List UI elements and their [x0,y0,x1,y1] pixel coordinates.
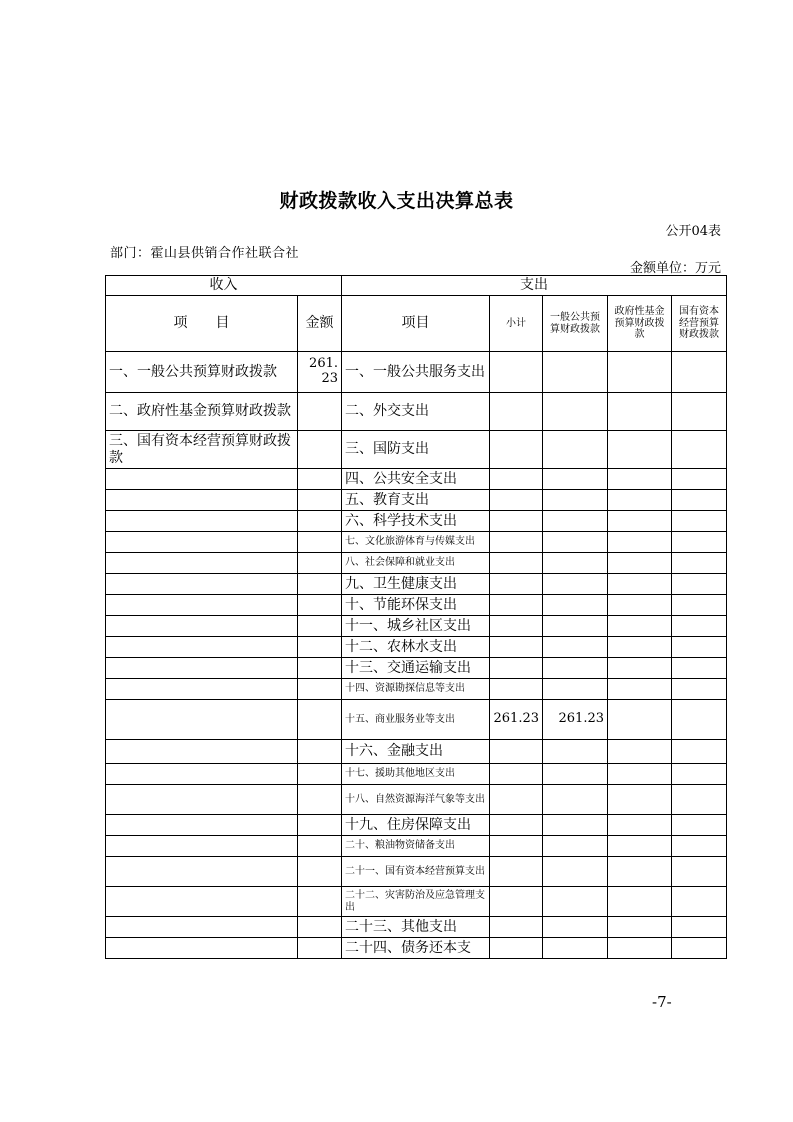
general-budget-cell [543,658,608,679]
expense-item-cell: 六、科学技术支出 [342,511,490,532]
general-budget-cell [543,393,608,431]
state-capital-cell [672,553,727,574]
general-budget-cell [543,469,608,490]
gov-fund-cell [608,532,672,553]
income-amount-cell [298,836,342,857]
expense-item-cell: 二十三、其他支出 [342,917,490,938]
gov-fund-cell [608,836,672,857]
table-row [106,616,727,637]
income-amount-cell [298,469,342,490]
table-row [106,490,727,511]
gov-fund-cell [608,857,672,887]
income-item-cell [106,469,298,490]
general-budget-header: 一般公共预算财政拨款 [543,296,608,352]
income-amount-cell [298,785,342,815]
state-capital-cell [672,595,727,616]
gov-fund-cell [608,938,672,959]
state-capital-cell [672,764,727,785]
income-amount-cell [298,815,342,836]
form-number: 公开04表 [665,224,721,239]
income-header: 收入 [106,276,342,296]
general-budget-cell [543,352,608,393]
income-item-cell [106,637,298,658]
income-amount-cell [298,679,342,700]
income-amount-cell [298,938,342,959]
expense-item-cell: 三、国防支出 [342,431,490,469]
state-capital-cell [672,658,727,679]
subtotal-cell [490,785,543,815]
gov-fund-cell [608,469,672,490]
subtotal-cell [490,616,543,637]
subtotal-cell [490,553,543,574]
gov-fund-cell [608,490,672,511]
state-capital-cell [672,836,727,857]
general-budget-cell: 261.23 [543,700,608,740]
gov-fund-cell [608,917,672,938]
expense-item-cell: 二十二、灾害防治及应急管理支出 [342,887,490,917]
general-budget-cell [543,679,608,700]
table-row [106,574,727,595]
expense-item-cell: 十、节能环保支出 [342,595,490,616]
table-row [106,815,727,836]
state-capital-cell [672,938,727,959]
income-amount-header: 金额 [298,296,342,352]
state-capital-cell [672,887,727,917]
expense-item-cell: 五、教育支出 [342,490,490,511]
general-budget-cell [543,857,608,887]
subtotal-cell [490,431,543,469]
income-item-cell [106,532,298,553]
table-row [106,857,727,887]
table-row [106,938,727,959]
state-capital-cell [672,574,727,595]
state-capital-cell [672,469,727,490]
subtotal-cell [490,836,543,857]
subtotal-cell [490,574,543,595]
table-row [106,785,727,815]
general-budget-cell [543,595,608,616]
subtotal-cell [490,938,543,959]
expense-item-cell: 四、公共安全支出 [342,469,490,490]
income-amount-cell [298,553,342,574]
gov-fund-cell [608,740,672,764]
gov-fund-cell [608,352,672,393]
income-amount-cell [298,917,342,938]
income-amount-cell [298,431,342,469]
income-amount-cell [298,764,342,785]
state-capital-cell [672,352,727,393]
income-item-cell [106,616,298,637]
expense-item-cell: 八、社会保障和就业支出 [342,553,490,574]
income-amount-cell [298,393,342,431]
subtotal-cell [490,815,543,836]
income-item-cell: 一、一般公共预算财政拨款 [106,352,298,393]
expense-item-cell: 七、文化旅游体育与传媒支出 [342,532,490,553]
income-item-cell [106,938,298,959]
income-item-cell [106,785,298,815]
table-row [106,595,727,616]
general-budget-cell [543,553,608,574]
income-item-cell [106,574,298,595]
expense-item-cell: 十八、自然资源海洋气象等支出 [342,785,490,815]
table-row [106,553,727,574]
table-row [106,511,727,532]
general-budget-cell [543,785,608,815]
gov-fund-cell [608,393,672,431]
expense-item-cell: 十六、金融支出 [342,740,490,764]
income-item-cell: 三、国有资本经营预算财政拨款 [106,431,298,469]
gov-fund-cell [608,595,672,616]
subtotal-cell [490,740,543,764]
subtotal-cell [490,887,543,917]
subtotal-cell [490,352,543,393]
income-item-cell [106,700,298,740]
expense-header: 支出 [342,276,727,296]
state-capital-cell [672,616,727,637]
income-item-cell [106,887,298,917]
income-amount-cell [298,740,342,764]
income-item-cell [106,740,298,764]
general-budget-cell [543,917,608,938]
subtotal-cell [490,490,543,511]
income-item-cell [106,836,298,857]
table-row [106,431,727,469]
general-budget-cell [543,532,608,553]
income-amount-cell [298,658,342,679]
table-row [106,917,727,938]
table-row [106,393,727,431]
expense-item-cell: 二十、粮油物资储备支出 [342,836,490,857]
gov-fund-cell [608,679,672,700]
expense-item-cell: 九、卫生健康支出 [342,574,490,595]
income-item-header: 项 目 [106,296,298,352]
table-row [106,352,727,393]
gov-fund-cell [608,764,672,785]
table-row [106,700,727,740]
income-item-cell [106,679,298,700]
subtotal-header: 小计 [490,296,543,352]
income-item-cell: 二、政府性基金预算财政拨款 [106,393,298,431]
table-row [106,637,727,658]
expense-item-cell: 十七、援助其他地区支出 [342,764,490,785]
general-budget-cell [543,887,608,917]
income-amount-cell [298,637,342,658]
expense-item-header: 项目 [342,296,490,352]
income-item-cell [106,553,298,574]
income-item-cell [106,490,298,511]
income-amount-cell [298,616,342,637]
subtotal-cell [490,532,543,553]
subtotal-cell [490,679,543,700]
general-budget-cell [543,815,608,836]
department-label: 部门：霍山县供销合作社联合社 [110,246,300,261]
gov-fund-cell [608,658,672,679]
table-row [106,679,727,700]
general-budget-cell [543,511,608,532]
subtotal-cell: 261.23 [490,700,543,740]
header-row-sub [106,296,727,352]
gov-fund-cell [608,887,672,917]
general-budget-cell [543,490,608,511]
income-item-cell [106,857,298,887]
state-capital-cell [672,785,727,815]
expense-item-cell: 十三、交通运输支出 [342,658,490,679]
general-budget-cell [543,740,608,764]
income-item-cell [106,917,298,938]
page-number: -7- [652,993,672,1011]
state-capital-cell [672,490,727,511]
gov-fund-cell [608,785,672,815]
expense-item-cell: 二十一、国有资本经营预算支出 [342,857,490,887]
subtotal-cell [490,917,543,938]
income-amount-cell [298,532,342,553]
income-amount-cell [298,700,342,740]
expense-item-cell: 十四、资源勘探信息等支出 [342,679,490,700]
gov-fund-cell [608,431,672,469]
page-title: 财政拨款收入支出决算总表 [279,190,514,212]
gov-fund-cell [608,553,672,574]
income-amount-cell [298,887,342,917]
income-amount-cell [298,595,342,616]
income-amount-cell: 261.23 [298,352,342,393]
subtotal-cell [490,393,543,431]
subtotal-cell [490,595,543,616]
general-budget-cell [543,764,608,785]
state-capital-cell [672,679,727,700]
income-amount-cell [298,490,342,511]
table-row [106,740,727,764]
state-capital-cell [672,431,727,469]
state-capital-cell [672,393,727,431]
table-row [106,764,727,785]
table-row [106,836,727,857]
state-capital-header: 国有资本经营预算财政拨款 [672,296,727,352]
header-row-top [106,276,727,296]
income-item-cell [106,815,298,836]
table-row [106,532,727,553]
income-item-cell [106,764,298,785]
subtotal-cell [490,637,543,658]
amount-unit-label: 金额单位：万元 [629,261,721,276]
expense-item-cell: 十九、住房保障支出 [342,815,490,836]
gov-fund-cell [608,637,672,658]
subtotal-cell [490,857,543,887]
subtotal-cell [490,469,543,490]
general-budget-cell [543,938,608,959]
income-item-cell [106,658,298,679]
expense-item-cell: 二十四、债务还本支 [342,938,490,959]
subtotal-cell [490,658,543,679]
expense-item-cell: 十一、城乡社区支出 [342,616,490,637]
general-budget-cell [543,431,608,469]
income-amount-cell [298,857,342,887]
income-item-cell [106,595,298,616]
state-capital-cell [672,700,727,740]
table-row [106,887,727,917]
general-budget-cell [543,574,608,595]
gov-fund-cell [608,511,672,532]
table-body [106,352,727,959]
gov-fund-cell [608,815,672,836]
table-row [106,658,727,679]
budget-summary-table [105,275,727,959]
gov-fund-cell [608,616,672,637]
gov-fund-cell [608,574,672,595]
state-capital-cell [672,815,727,836]
state-capital-cell [672,532,727,553]
state-capital-cell [672,637,727,658]
expense-item-cell: 十二、农林水支出 [342,637,490,658]
subtotal-cell [490,764,543,785]
subtotal-cell [490,511,543,532]
expense-item-cell: 二、外交支出 [342,393,490,431]
table-row [106,469,727,490]
state-capital-cell [672,917,727,938]
general-budget-cell [543,616,608,637]
expense-item-cell: 十五、商业服务业等支出 [342,700,490,740]
general-budget-cell [543,637,608,658]
gov-fund-header: 政府性基金预算财政拨款 [608,296,672,352]
income-amount-cell [298,574,342,595]
general-budget-cell [543,836,608,857]
income-amount-cell [298,511,342,532]
state-capital-cell [672,857,727,887]
state-capital-cell [672,511,727,532]
expense-item-cell: 一、一般公共服务支出 [342,352,490,393]
gov-fund-cell [608,700,672,740]
state-capital-cell [672,740,727,764]
income-item-cell [106,511,298,532]
